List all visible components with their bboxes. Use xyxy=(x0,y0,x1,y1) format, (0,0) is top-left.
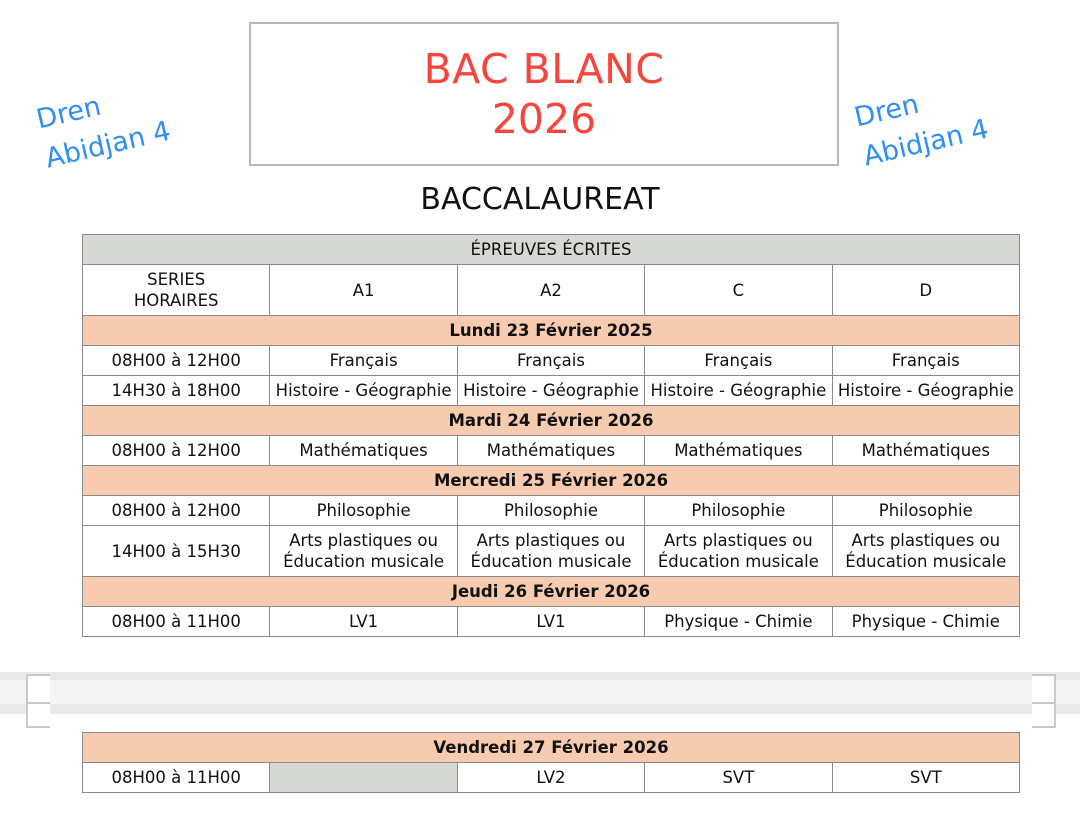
row-cell-d: Arts plastiques ou Éducation musicale xyxy=(832,526,1019,577)
row-cell-d: SVT xyxy=(832,763,1019,793)
schedule-sheet-continued xyxy=(82,732,1020,793)
row-hours: 08H00 à 11H00 xyxy=(83,763,270,793)
row-cell-a1: Mathématiques xyxy=(270,436,457,466)
fold-clip-left-bottom xyxy=(26,702,50,728)
row-cell-d: Physique - Chimie xyxy=(832,607,1019,637)
header-corner-series: SERIES xyxy=(147,270,206,289)
day-row xyxy=(83,733,1020,763)
header-col-a1: A1 xyxy=(270,265,457,316)
row-cell-a2: Français xyxy=(457,346,644,376)
watermark-right: Dren Abidjan 4 xyxy=(851,88,992,173)
row-hours: 08H00 à 11H00 xyxy=(83,607,270,637)
table-row xyxy=(83,607,1020,637)
header-col-c: C xyxy=(645,265,832,316)
fold-band-bottom xyxy=(0,704,1080,714)
table-banner-row xyxy=(83,235,1020,265)
table-row xyxy=(83,496,1020,526)
table-row xyxy=(83,376,1020,406)
schedule-table-continued xyxy=(82,732,1020,793)
row-cell-d: Histoire - Géographie xyxy=(832,376,1019,406)
title-line-1: BAC BLANC xyxy=(423,45,665,93)
row-cell-a1: Français xyxy=(270,346,457,376)
day-row xyxy=(83,316,1020,346)
title-box xyxy=(249,22,839,166)
title-line-2: 2026 xyxy=(491,95,597,143)
table-header-row xyxy=(83,265,1020,316)
row-hours: 08H00 à 12H00 xyxy=(83,346,270,376)
header-col-d: D xyxy=(832,265,1019,316)
row-cell-a1 xyxy=(270,763,457,793)
row-cell-c: Physique - Chimie xyxy=(645,607,832,637)
fold-band-top xyxy=(0,672,1080,680)
fold-clip-right-bottom xyxy=(1032,702,1056,728)
header-corner-hours: HORAIRES xyxy=(133,291,219,310)
schedule-body-continued xyxy=(83,733,1020,793)
row-hours: 08H00 à 12H00 xyxy=(83,436,270,466)
row-cell-c: Mathématiques xyxy=(645,436,832,466)
header-col-a2: A2 xyxy=(457,265,644,316)
page-fold xyxy=(0,672,1080,724)
row-cell-a2: Mathématiques xyxy=(457,436,644,466)
row-cell-c: SVT xyxy=(645,763,832,793)
day-label: Mardi 24 Février 2026 xyxy=(83,406,1020,436)
row-cell-a2: Histoire - Géographie xyxy=(457,376,644,406)
row-cell-d: Français xyxy=(832,346,1019,376)
day-label: Mercredi 25 Février 2026 xyxy=(83,466,1020,496)
row-cell-c: Arts plastiques ou Éducation musicale xyxy=(645,526,832,577)
row-cell-d: Philosophie xyxy=(832,496,1019,526)
table-row xyxy=(83,526,1020,577)
page-subtitle: BACCALAUREAT xyxy=(420,182,660,217)
day-label: Jeudi 26 Février 2026 xyxy=(83,577,1020,607)
row-hours: 14H00 à 15H30 xyxy=(83,526,270,577)
day-label: Vendredi 27 Février 2026 xyxy=(83,733,1020,763)
row-cell-a1: LV1 xyxy=(270,607,457,637)
row-cell-a1: Arts plastiques ou Éducation musicale xyxy=(270,526,457,577)
day-row xyxy=(83,406,1020,436)
header-corner-cell xyxy=(83,265,270,316)
schedule-body xyxy=(83,235,1020,637)
row-cell-a2: Arts plastiques ou Éducation musicale xyxy=(457,526,644,577)
row-hours: 08H00 à 12H00 xyxy=(83,496,270,526)
row-cell-a2: LV2 xyxy=(457,763,644,793)
schedule-table xyxy=(82,234,1020,637)
row-cell-a2: LV1 xyxy=(457,607,644,637)
row-cell-d: Mathématiques xyxy=(832,436,1019,466)
row-cell-c: Français xyxy=(645,346,832,376)
day-label: Lundi 23 Février 2025 xyxy=(83,316,1020,346)
fold-band-mid xyxy=(0,680,1080,704)
row-hours: 14H30 à 18H00 xyxy=(83,376,270,406)
table-row xyxy=(83,763,1020,793)
table-banner-label: ÉPREUVES ÉCRITES xyxy=(83,235,1020,265)
table-row xyxy=(83,346,1020,376)
watermark-left: Dren Abidjan 4 xyxy=(33,90,174,175)
row-cell-c: Philosophie xyxy=(645,496,832,526)
schedule-sheet xyxy=(82,234,1020,637)
day-row xyxy=(83,577,1020,607)
day-row xyxy=(83,466,1020,496)
row-cell-c: Histoire - Géographie xyxy=(645,376,832,406)
row-cell-a2: Philosophie xyxy=(457,496,644,526)
table-row xyxy=(83,436,1020,466)
row-cell-a1: Philosophie xyxy=(270,496,457,526)
row-cell-a1: Histoire - Géographie xyxy=(270,376,457,406)
